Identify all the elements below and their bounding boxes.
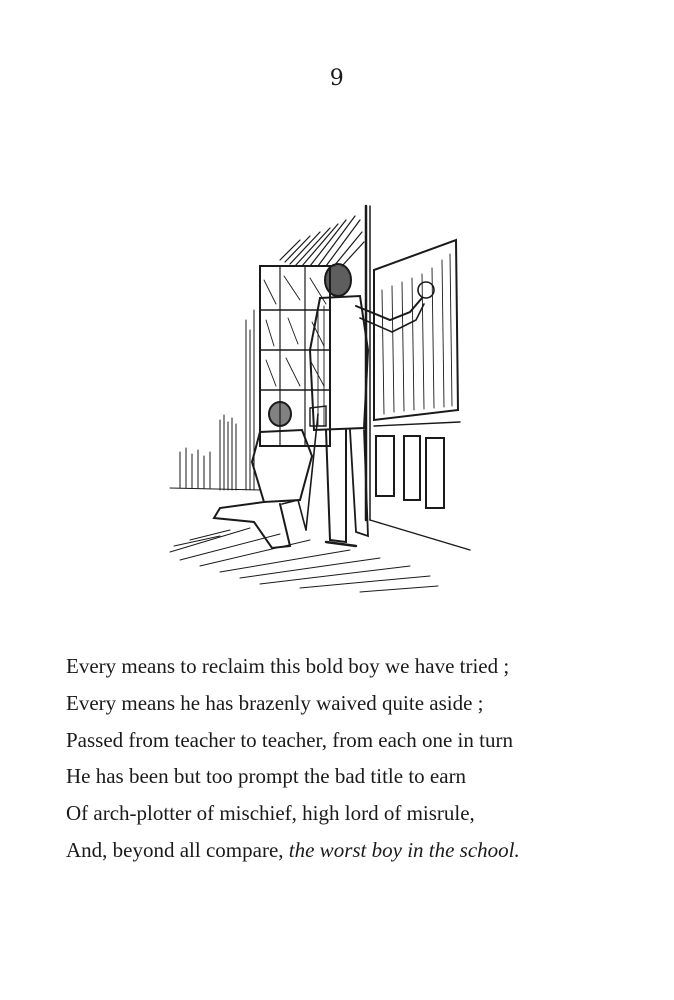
verse-line-3: Passed from teacher to teacher, from each one in turn: [66, 727, 513, 752]
schoolroom-scene-icon: [160, 200, 480, 600]
verse-line-1: Every means to reclaim this bold boy we have tried ;: [66, 654, 510, 678]
verse-line-6-emphasis: the worst boy in the school.: [288, 837, 520, 862]
verse-line-2: Every means he has brazenly waived quite aside ;: [66, 690, 484, 715]
page-number: 9: [329, 66, 345, 91]
verse-line-6: [66, 832, 626, 869]
verse-line-6-start: And, beyond all compare,: [66, 837, 284, 862]
verse-stanza: [66, 648, 626, 869]
verse-line-5: Of arch-plotter of mischief, high lord of misrule,: [66, 801, 475, 826]
verse-line-4: He has been but too prompt the bad title to earn: [66, 764, 467, 789]
